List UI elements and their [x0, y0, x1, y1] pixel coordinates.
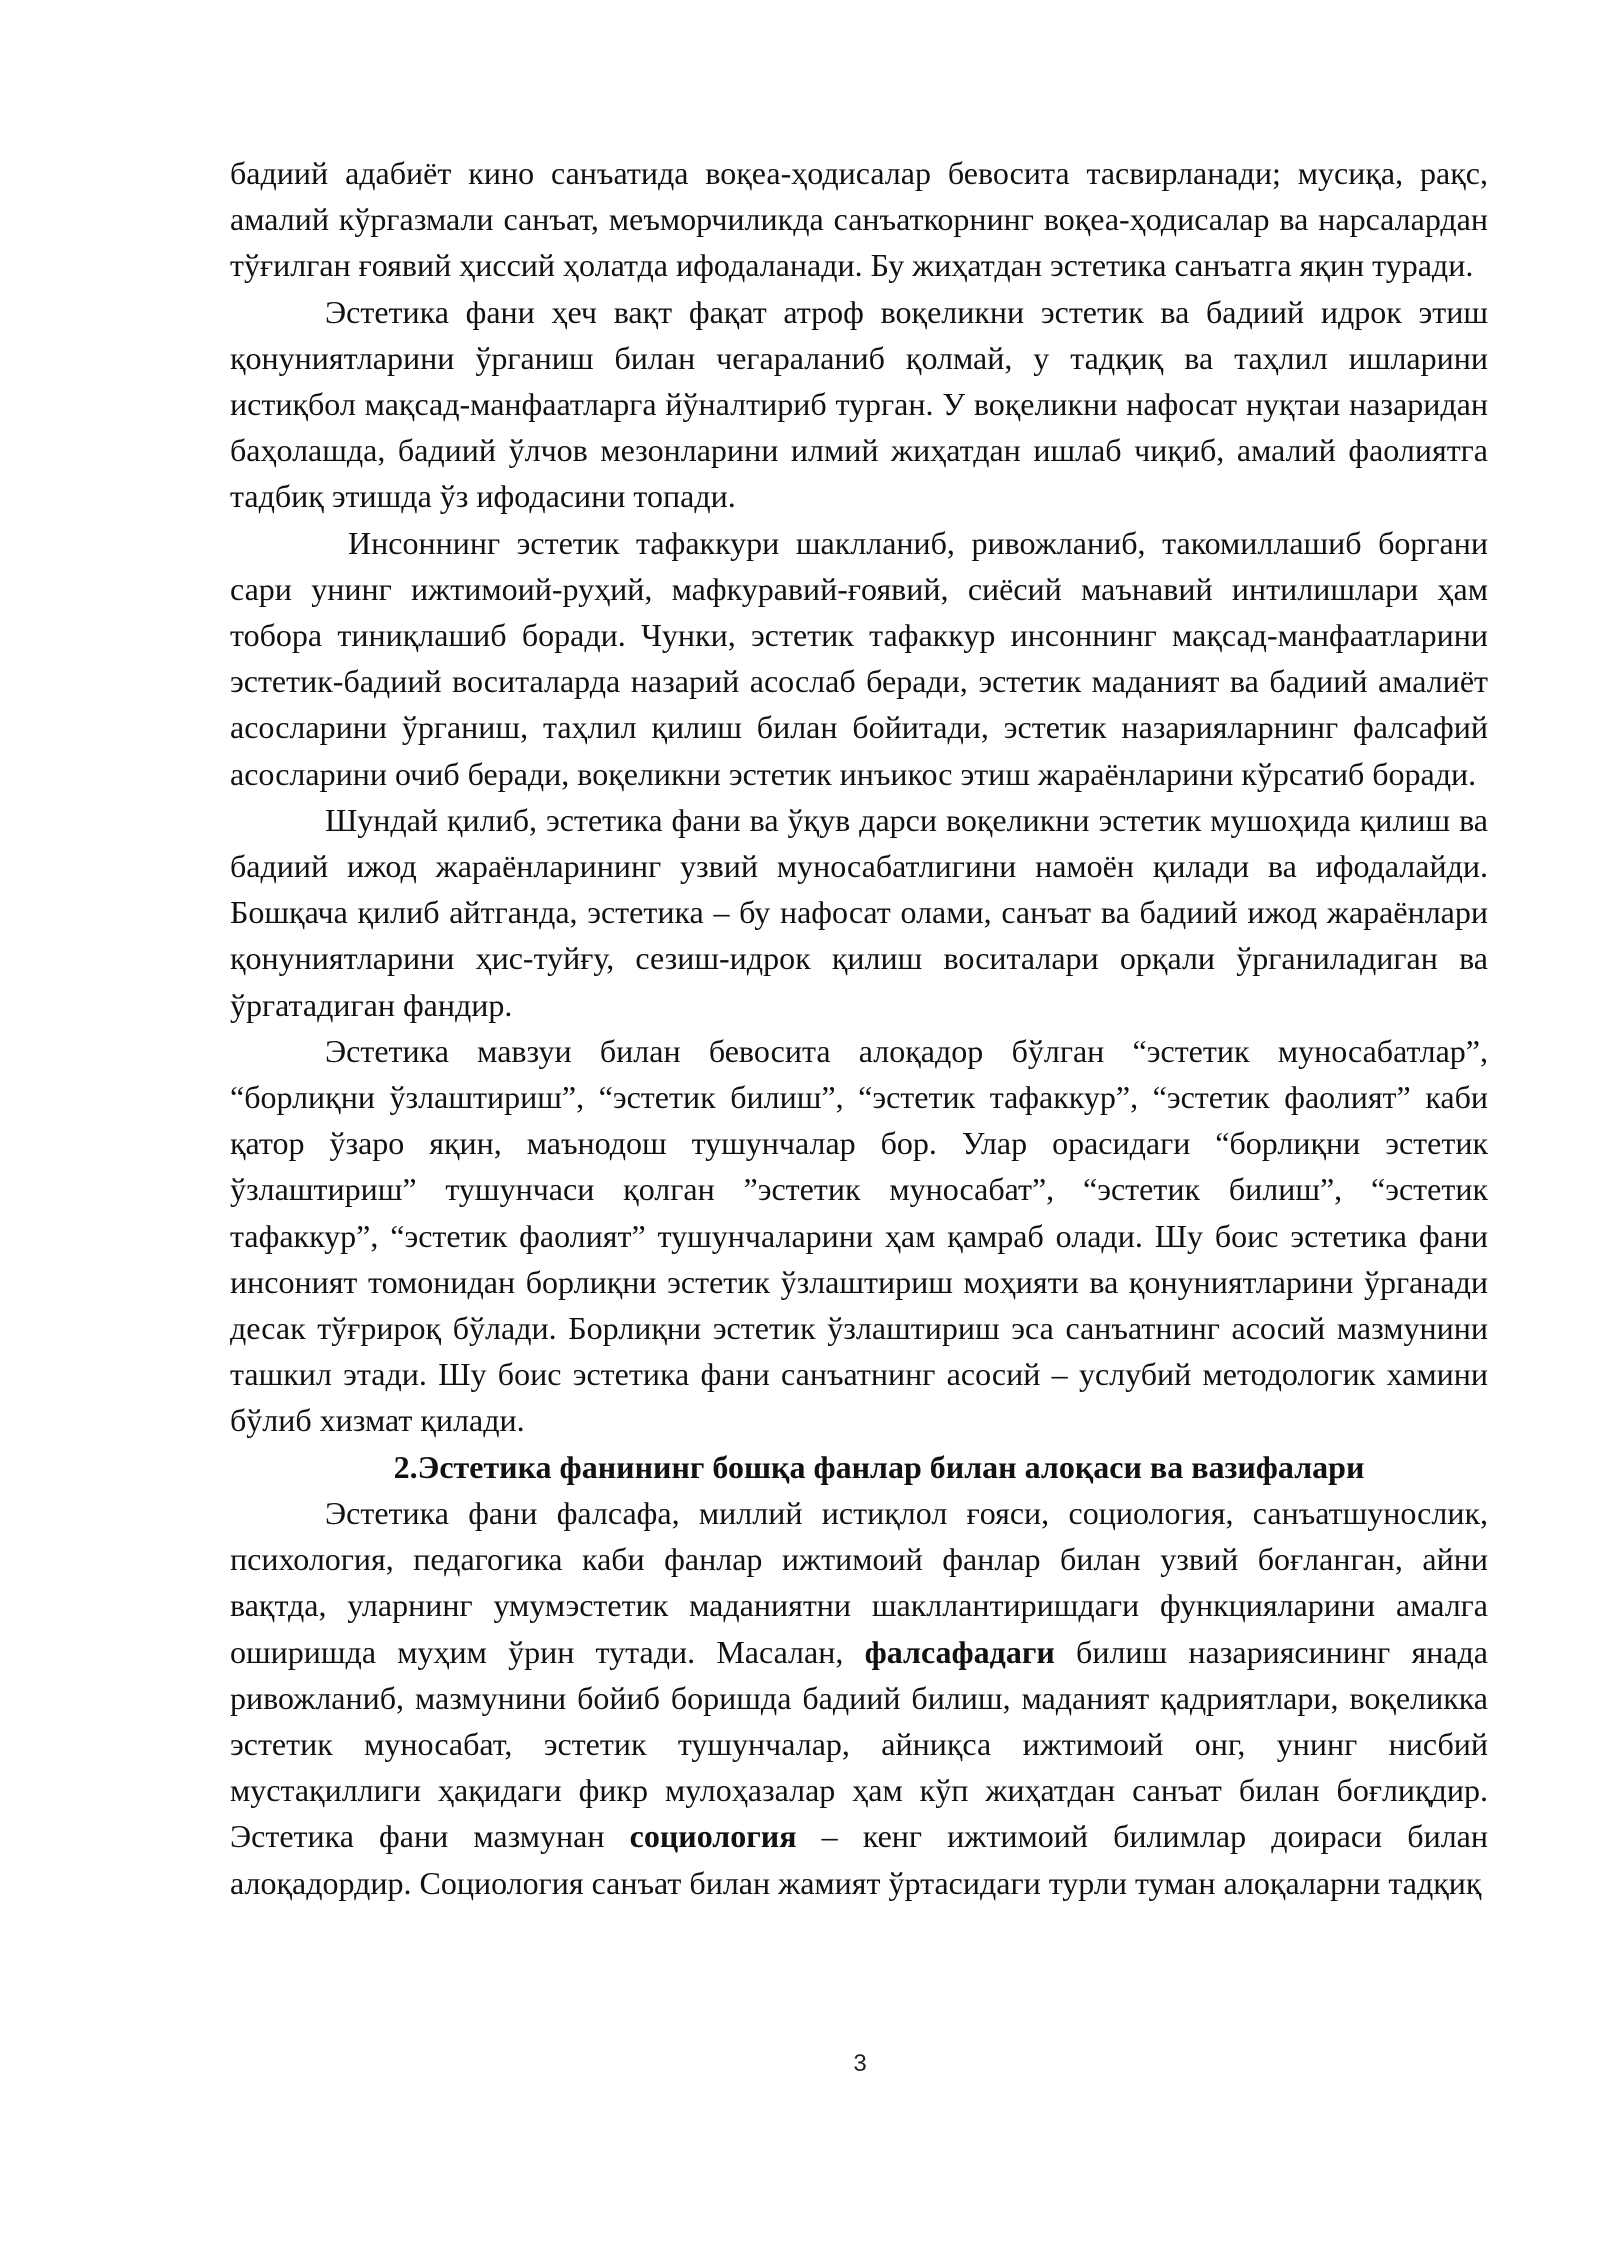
- term-sociology: социология: [629, 1818, 797, 1855]
- paragraph-5: Эстетика мавзуи билан бевосита алоқадор бўлган “эстетик муносабатлар”, “борлиқни ўзлаштириш”, “эстетик билиш”, “эстетик тафаккур”, “эстетик фаолият” каби қатор ўзаро яқин, маънодош тушунчалар бор. Улар орасидаги “борлиқни эстетик ўзлаштириш” тушунчаси қолган ”эстетик муносабат”, “эстетик билиш”, “эстетик тафаккур”, “эстетик фаолият” тушунчаларини ҳам қамраб олади. Шу боис эстетика фани инсоният томонидан борлиқни эстетик ўзлаштириш моҳияти ва қонуниятларини ўрганади десак тўғрироқ бўлади. Борлиқни эстетик ўзлаштириш эса санъатнинг асосий мазмунини ташкил этади. Шу боис эстетика фани санъатнинг асосий – услубий методологик хамини бўлиб хизмат қилади.: [230, 1032, 1488, 1439]
- document-page: [230, 150, 1488, 1906]
- paragraph-6-text-2: билиш назариясининг янада ривожланиб, мазмунини бойиб боришда бадиий билиш, маданият қадриятлари, воқеликка эстетик муносабат, эстетик тушунчалар, айниқса ижтимоий онг, унинг нисбий мустақиллиги ҳақидаги фикр мулоҳазалар ҳам кўп жиҳатдан санъат билан боғлиқдир. Эстетика фани мазмунан: [230, 1633, 1488, 1855]
- paragraph-4: Шундай қилиб, эстетика фани ва ўқув дарси воқеликни эстетик мушоҳида қилиш ва бадиий ижод жараёнларининг узвий муносабатлигини намоён қилади ва ифодалайди. Бошқача қилиб айтганда, эстетика – бу нафосат олами, санъат ва бадиий ижод жараёнлари қонуниятларини ҳис-туйғу, сезиш-идрок қилиш воситалари орқали ўрганиладиган ва ўргатадиган фандир.: [230, 801, 1488, 1023]
- paragraph-3: Инсоннинг эстетик тафаккури шаклланиб, ривожланиб, такомиллашиб боргани сари унинг ижтимоий-руҳий, мафкуравий-ғоявий, сиёсий маънавий интилишлари ҳам тобора тиниқлашиб боради. Чунки, эстетик тафаккур инсоннинг мақсад-манфаатларини эстетик-бадиий воситаларда назарий асослаб беради, эстетик маданият ва бадиий амалиёт асосларини ўрганиш, таҳлил қилиш билан бойитади, эстетик назарияларнинг фалсафий асосларини очиб беради, воқеликни эстетик инъикос этиш жараёнларини кўрсатиб боради.: [230, 524, 1488, 792]
- paragraph-6: [230, 1490, 1488, 1906]
- term-philosophy: фалсафадаги: [864, 1633, 1055, 1670]
- paragraph-6-text-3: – кенг ижтимоий билимлар доираси билан алоқадордир. Социология санъат билан жамият ўртасидаги турли туман алоқаларни тадқиқ: [230, 1818, 1489, 1901]
- paragraph-1: бадиий адабиёт кино санъатида воқеа-ҳодисалар бевосита тасвирланади; мусиқа, рақс, амалий кўргазмали санъат, меъморчиликда санъаткорнинг воқеа-ҳодисалар ва нарсалардан тўғилган ғоявий ҳиссий ҳолатда ифодаланади. Бу жиҳатдан эстетика санъатга яқин туради.: [230, 155, 1488, 284]
- section-heading: 2.Эстетика фанининг бошқа фанлар билан алоқаси ва вазифалари: [393, 1448, 1365, 1485]
- paragraph-6-text-1: Эстетика фани фалсафа, миллий истиқлол ғояси, социология, санъатшунослик, психология, педагогика каби фанлар ижтимоий фанлар билан узвий боғланган, айни вақтда, уларнинг умумэстетик маданиятни шакллантиришдаги функцияларини амалга оширишда муҳим ўрин тутади. Масалан,: [230, 1494, 1488, 1670]
- page-number: 3: [853, 2050, 867, 2077]
- paragraph-2: Эстетика фани ҳеч вақт фақат атроф воқеликни эстетик ва бадиий идрок этиш қонуниятларини ўрганиш билан чегараланиб қолмай, у тадқиқ ва таҳлил ишларини истиқбол мақсад-манфаатларга йўналтириб турган. У воқеликни нафосат нуқтаи назаридан баҳолашда, бадиий ўлчов мезонларини илмий жиҳатдан ишлаб чиқиб, амалий фаолиятга тадбиқ этишда ўз ифодасини топади.: [230, 293, 1488, 515]
